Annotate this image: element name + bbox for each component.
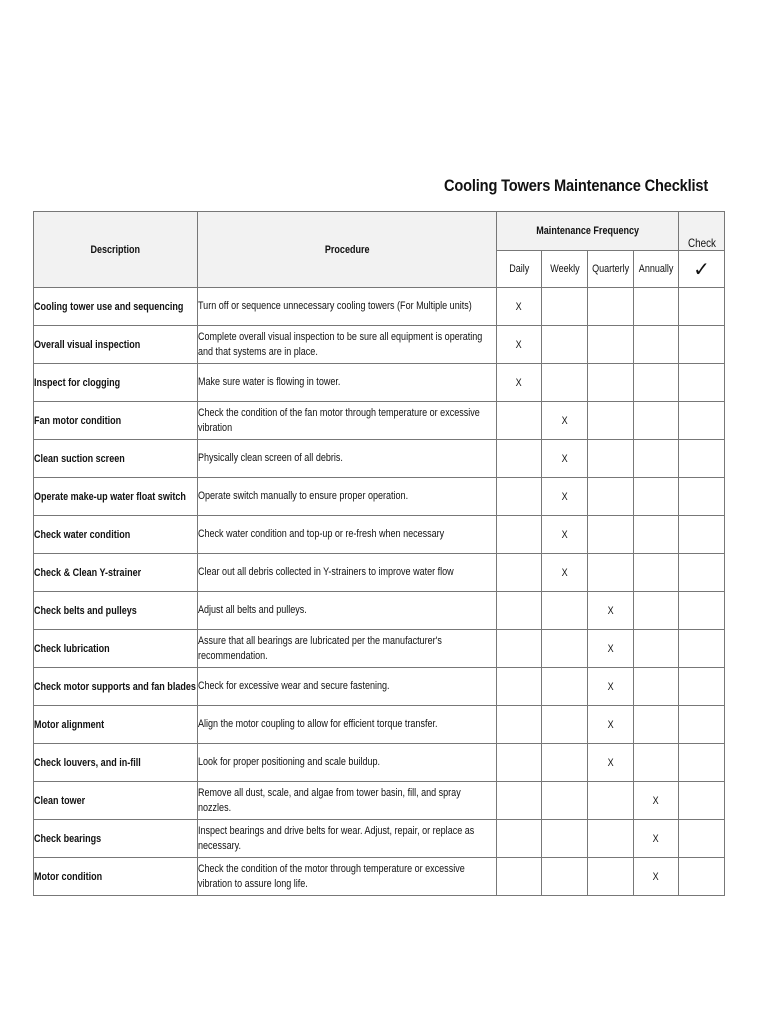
description-cell — [34, 516, 198, 554]
daily-cell — [497, 554, 542, 592]
description-cell — [34, 592, 198, 630]
annually-cell — [634, 478, 679, 516]
procedure-cell-text: Check for excessive wear and secure fastening. — [198, 680, 390, 693]
description-cell — [34, 630, 198, 668]
header-quarterly-label: Quarterly — [592, 263, 630, 275]
description-cell-text: Motor alignment — [34, 718, 105, 731]
quarterly-cell — [588, 326, 634, 364]
check-cell[interactable] — [679, 440, 725, 478]
weekly-cell — [542, 402, 588, 440]
quarterly-cell — [588, 554, 634, 592]
quarterly-cell — [588, 858, 634, 896]
daily-cell — [497, 668, 542, 706]
procedure-cell-text: Complete overall visual inspection to be sure all equipment is operating and that systems are in place. — [198, 330, 483, 358]
weekly-cell-text: X — [561, 566, 568, 579]
table-row — [34, 402, 725, 440]
weekly-cell-text: X — [561, 490, 568, 503]
description-cell-text: Operate make-up water float switch — [34, 490, 186, 503]
description-cell — [34, 402, 198, 440]
description-cell-text: Inspect for clogging — [34, 376, 121, 389]
quarterly-cell — [588, 782, 634, 820]
weekly-cell — [542, 516, 588, 554]
check-cell[interactable] — [679, 668, 725, 706]
description-cell — [34, 364, 198, 402]
description-cell-text: Clean tower — [34, 794, 86, 807]
check-cell[interactable] — [679, 706, 725, 744]
annually-cell — [634, 630, 679, 668]
description-cell — [34, 744, 198, 782]
annually-cell — [634, 592, 679, 630]
procedure-cell-text: Check the condition of the fan motor through temperature or excessive vibration — [198, 406, 480, 434]
header-description — [34, 212, 198, 288]
weekly-cell — [542, 592, 588, 630]
procedure-cell — [198, 364, 497, 402]
description-cell — [34, 288, 198, 326]
weekly-cell — [542, 706, 588, 744]
header-maintenance-frequency — [497, 212, 679, 251]
weekly-cell — [542, 744, 588, 782]
procedure-cell — [198, 440, 497, 478]
weekly-cell-text: X — [561, 452, 568, 465]
procedure-cell-text: Align the motor coupling to allow for efficient torque transfer. — [198, 718, 438, 731]
description-cell — [34, 478, 198, 516]
quarterly-cell — [588, 744, 634, 782]
procedure-cell-text: Physically clean screen of all debris. — [198, 452, 343, 465]
daily-cell — [497, 516, 542, 554]
checkmark-icon: ✓ — [679, 251, 725, 288]
procedure-cell — [198, 858, 497, 896]
table-row — [34, 478, 725, 516]
daily-cell-text: X — [515, 376, 523, 389]
weekly-cell-text: X — [561, 528, 568, 541]
procedure-cell — [198, 326, 497, 364]
weekly-cell — [542, 440, 588, 478]
daily-cell — [497, 326, 542, 364]
description-cell — [34, 554, 198, 592]
page-title: Cooling Towers Maintenance Checklist — [444, 176, 709, 195]
procedure-cell — [198, 288, 497, 326]
table-row — [34, 326, 725, 364]
header-procedure-label: Procedure — [324, 243, 370, 256]
description-cell-text: Check & Clean Y-strainer — [34, 566, 142, 579]
description-cell — [34, 668, 198, 706]
table-row — [34, 592, 725, 630]
procedure-cell-text: Clear out all debris collected in Y-strainers to improve water flow — [198, 566, 454, 579]
procedure-cell-text: Inspect bearings and drive belts for wear. Adjust, repair, or replace as necessary. — [198, 824, 475, 852]
annually-cell — [634, 516, 679, 554]
quarterly-cell — [588, 706, 634, 744]
weekly-cell — [542, 668, 588, 706]
quarterly-cell — [588, 440, 634, 478]
procedure-cell — [198, 668, 497, 706]
procedure-cell-text: Operate switch manually to ensure proper operation. — [198, 490, 409, 503]
procedure-cell-text: Make sure water is flowing in tower. — [198, 376, 341, 389]
procedure-cell-text: Check the condition of the motor through temperature or excessive vibration to assure long life. — [198, 862, 465, 890]
table-row — [34, 706, 725, 744]
weekly-cell — [542, 326, 588, 364]
table-row — [34, 364, 725, 402]
annually-cell-text: X — [652, 832, 660, 845]
table-row — [34, 782, 725, 820]
quarterly-cell-text: X — [607, 642, 614, 655]
header-quarterly — [588, 251, 634, 288]
annually-cell — [634, 364, 679, 402]
description-cell-text: Check water condition — [34, 528, 131, 541]
check-cell[interactable] — [679, 478, 725, 516]
daily-cell — [497, 440, 542, 478]
weekly-cell — [542, 554, 588, 592]
description-cell-text: Check belts and pulleys — [34, 604, 137, 617]
description-cell-text: Cooling tower use and sequencing — [34, 300, 184, 313]
description-cell-text: Motor condition — [34, 870, 103, 883]
check-cell[interactable] — [679, 402, 725, 440]
table-row — [34, 668, 725, 706]
description-cell-text: Check motor supports and fan blades — [34, 680, 196, 693]
annually-cell — [634, 858, 679, 896]
procedure-cell — [198, 554, 497, 592]
procedure-cell — [198, 592, 497, 630]
check-cell[interactable] — [679, 554, 725, 592]
table-row — [34, 516, 725, 554]
daily-cell — [497, 402, 542, 440]
annually-cell — [634, 668, 679, 706]
header-daily — [497, 251, 542, 288]
daily-cell-text: X — [515, 300, 523, 313]
table-row — [34, 554, 725, 592]
procedure-cell — [198, 782, 497, 820]
description-cell — [34, 858, 198, 896]
description-cell-text: Check louvers, and in-fill — [34, 756, 141, 769]
procedure-cell — [198, 402, 497, 440]
procedure-cell — [198, 744, 497, 782]
quarterly-cell — [588, 592, 634, 630]
table-row — [34, 288, 725, 326]
annually-cell — [634, 440, 679, 478]
procedure-cell — [198, 478, 497, 516]
daily-cell — [497, 744, 542, 782]
quarterly-cell-text: X — [607, 680, 614, 693]
header-description-label: Description — [90, 243, 141, 256]
weekly-cell — [542, 782, 588, 820]
description-cell — [34, 326, 198, 364]
quarterly-cell-text: X — [607, 718, 614, 731]
check-cell[interactable] — [679, 782, 725, 820]
quarterly-cell — [588, 478, 634, 516]
header-daily-label: Daily — [508, 263, 530, 275]
weekly-cell-text: X — [561, 414, 568, 427]
header-annually-label: Annually — [638, 263, 674, 275]
description-cell-text: Fan motor condition — [34, 414, 122, 427]
check-cell[interactable] — [679, 326, 725, 364]
description-cell — [34, 440, 198, 478]
check-cell[interactable] — [679, 744, 725, 782]
header-check — [679, 212, 725, 251]
table-row — [34, 858, 725, 896]
weekly-cell — [542, 630, 588, 668]
procedure-cell-text: Assure that all bearings are lubricated per the manufacturer's recommendation. — [198, 634, 442, 662]
annually-cell-text: X — [652, 794, 660, 807]
procedure-cell-text: Check water condition and top-up or re-fresh when necessary — [198, 528, 445, 541]
daily-cell — [497, 858, 542, 896]
description-cell-text: Check lubrication — [34, 642, 110, 655]
quarterly-cell — [588, 402, 634, 440]
weekly-cell — [542, 478, 588, 516]
quarterly-cell — [588, 668, 634, 706]
description-cell-text: Check bearings — [34, 832, 102, 845]
annually-cell — [634, 554, 679, 592]
annually-cell — [634, 288, 679, 326]
header-procedure — [198, 212, 497, 288]
daily-cell — [497, 364, 542, 402]
header-check-label: Check — [687, 236, 716, 250]
weekly-cell — [542, 858, 588, 896]
description-cell — [34, 820, 198, 858]
daily-cell — [497, 820, 542, 858]
daily-cell — [497, 592, 542, 630]
check-cell[interactable] — [679, 592, 725, 630]
daily-cell — [497, 630, 542, 668]
check-cell[interactable] — [679, 288, 725, 326]
table-row — [34, 744, 725, 782]
annually-cell — [634, 820, 679, 858]
description-cell-text: Overall visual inspection — [34, 338, 141, 351]
table-row — [34, 440, 725, 478]
header-weekly — [542, 251, 588, 288]
annually-cell — [634, 782, 679, 820]
check-cell[interactable] — [679, 364, 725, 402]
check-cell[interactable] — [679, 820, 725, 858]
table-row — [34, 630, 725, 668]
table-row — [34, 820, 725, 858]
annually-cell — [634, 402, 679, 440]
header-weekly-label: Weekly — [549, 263, 580, 275]
quarterly-cell-text: X — [607, 756, 614, 769]
maintenance-checklist-table — [33, 211, 725, 896]
annually-cell — [634, 326, 679, 364]
procedure-cell — [198, 630, 497, 668]
description-cell — [34, 706, 198, 744]
weekly-cell — [542, 288, 588, 326]
description-cell — [34, 782, 198, 820]
daily-cell — [497, 288, 542, 326]
daily-cell — [497, 706, 542, 744]
check-cell[interactable] — [679, 630, 725, 668]
header-maintenance-frequency-label: Maintenance Frequency — [536, 225, 639, 237]
quarterly-cell-text: X — [607, 604, 614, 617]
daily-cell — [497, 782, 542, 820]
checklist-body — [34, 288, 725, 896]
daily-cell — [497, 478, 542, 516]
daily-cell-text: X — [515, 338, 523, 351]
annually-cell — [634, 706, 679, 744]
quarterly-cell — [588, 364, 634, 402]
procedure-cell — [198, 820, 497, 858]
description-cell-text: Clean suction screen — [34, 452, 125, 465]
quarterly-cell — [588, 288, 634, 326]
procedure-cell-text: Remove all dust, scale, and algae from tower basin, fill, and spray nozzles. — [198, 786, 461, 814]
procedure-cell-text: Look for proper positioning and scale buildup. — [198, 756, 381, 769]
check-cell[interactable] — [679, 516, 725, 554]
annually-cell-text: X — [652, 870, 660, 883]
weekly-cell — [542, 820, 588, 858]
procedure-cell-text: Adjust all belts and pulleys. — [198, 604, 307, 617]
weekly-cell — [542, 364, 588, 402]
check-cell[interactable] — [679, 858, 725, 896]
procedure-cell-text: Turn off or sequence unnecessary cooling towers (For Multiple units) — [198, 300, 472, 313]
quarterly-cell — [588, 820, 634, 858]
quarterly-cell — [588, 516, 634, 554]
quarterly-cell — [588, 630, 634, 668]
procedure-cell — [198, 706, 497, 744]
procedure-cell — [198, 516, 497, 554]
annually-cell — [634, 744, 679, 782]
header-annually — [634, 251, 679, 288]
